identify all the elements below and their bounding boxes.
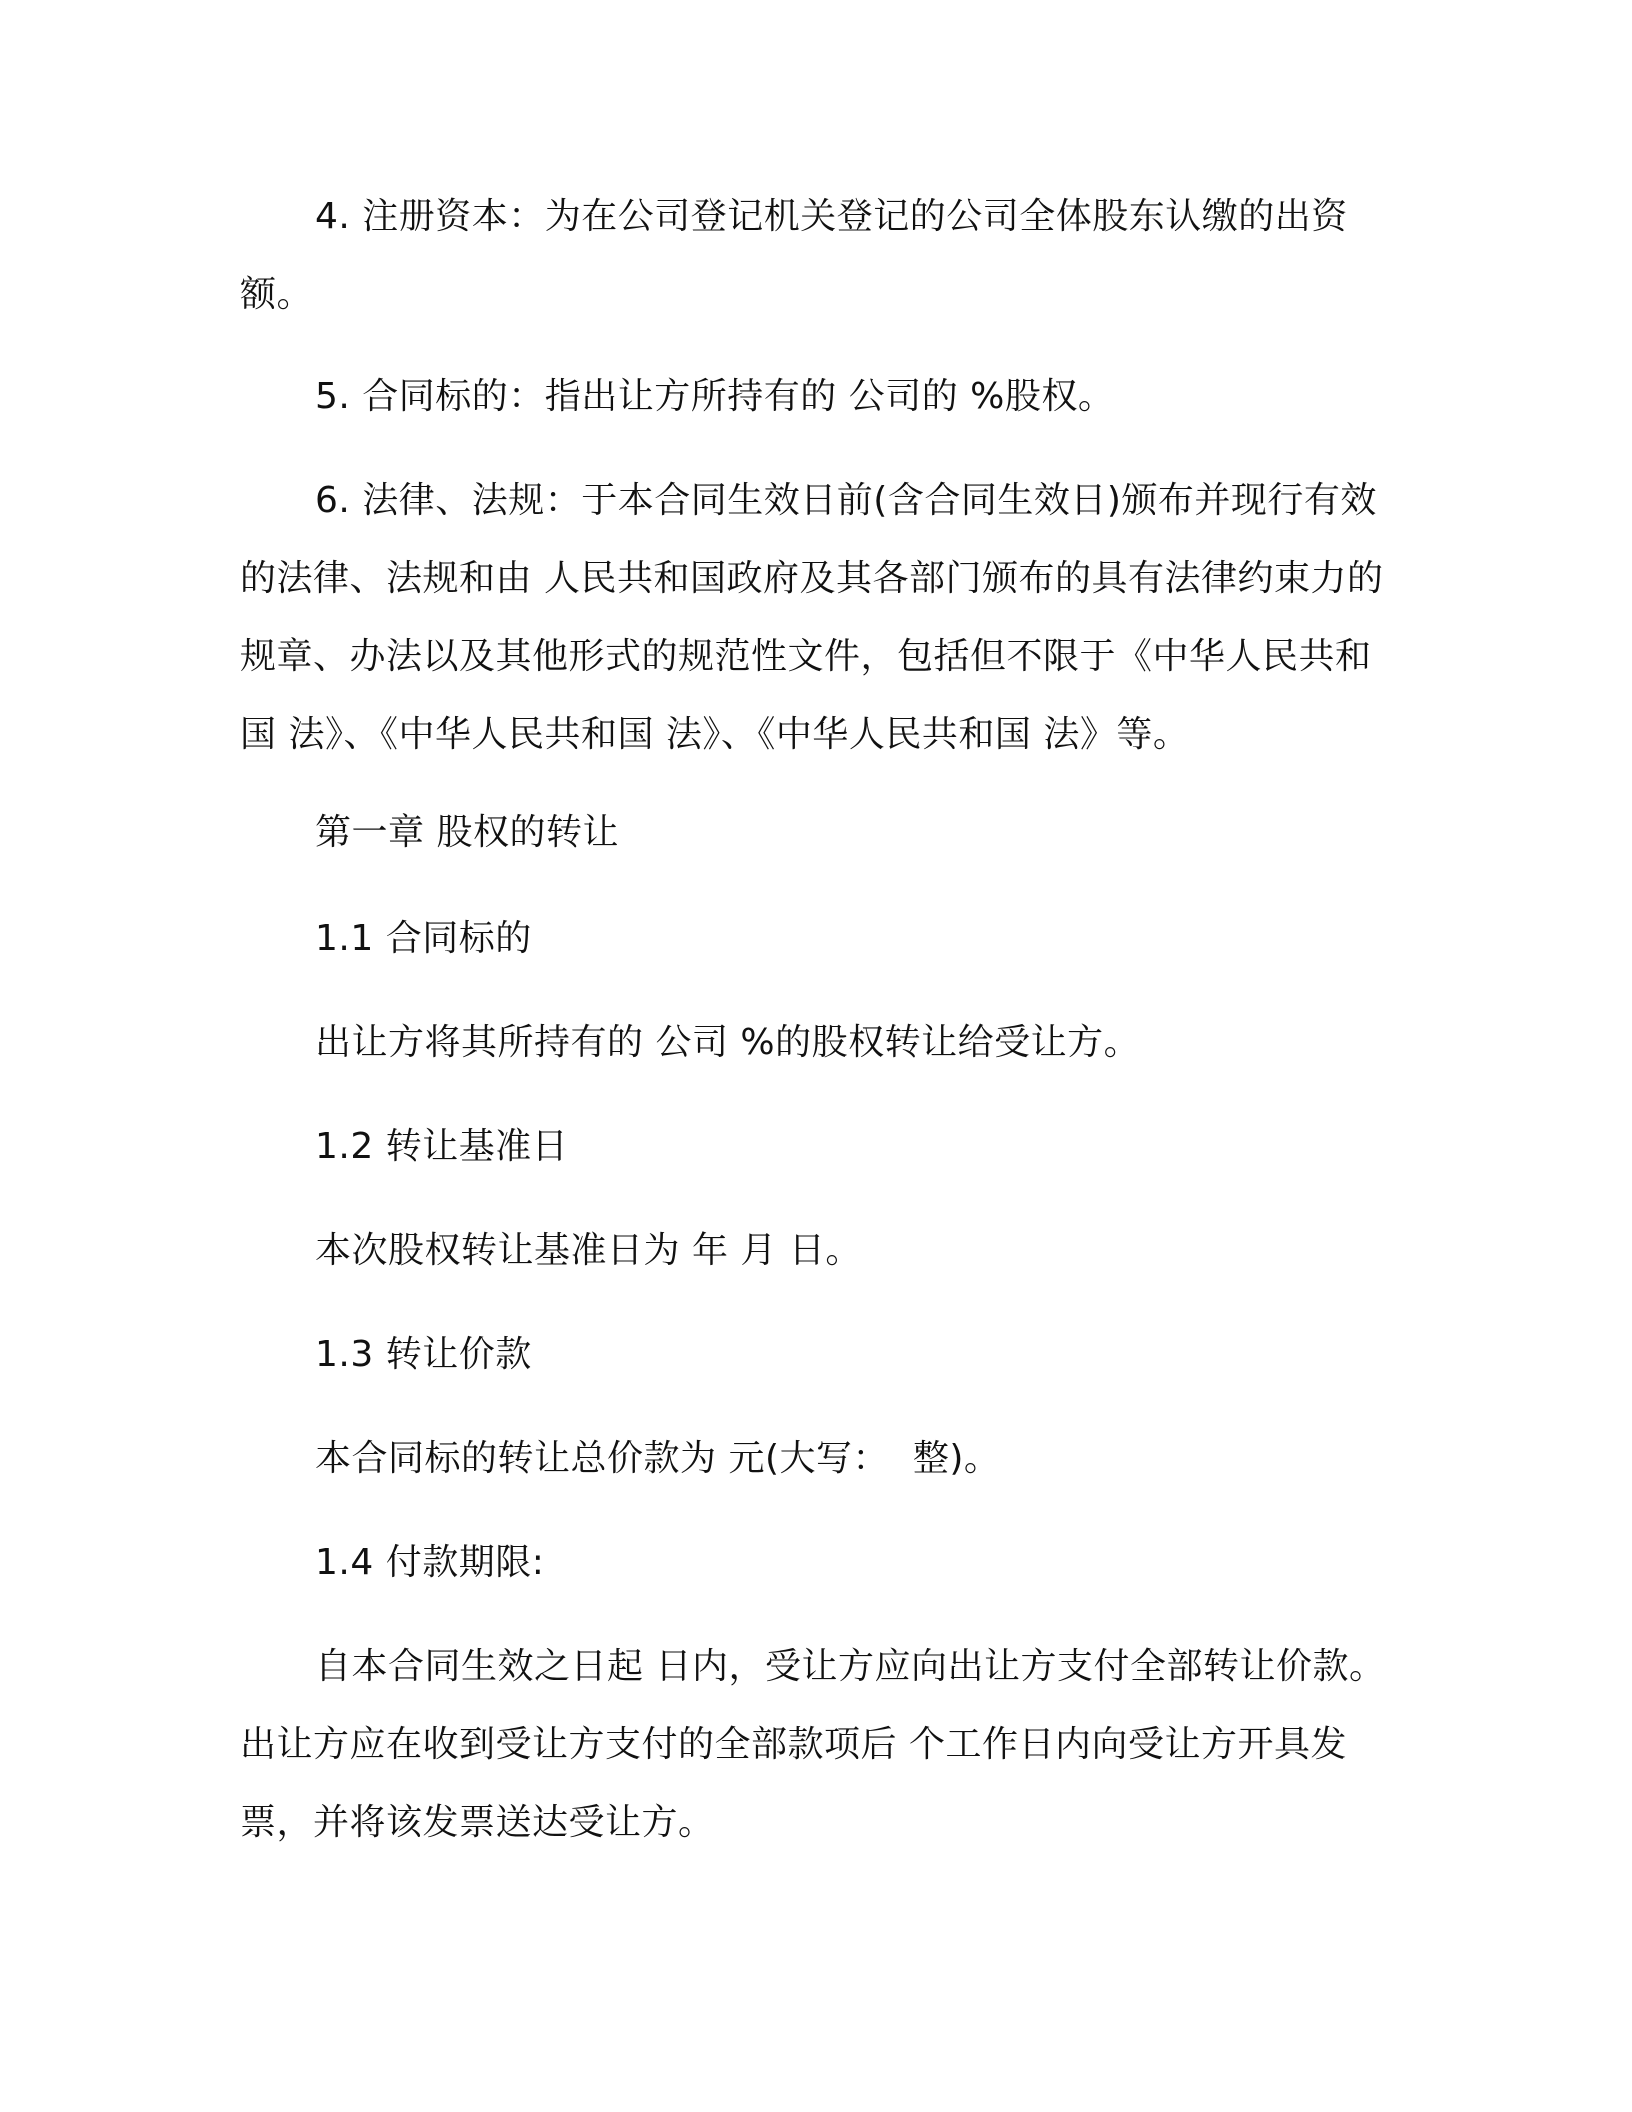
section-heading-1-2: 1.2 转让基准日	[315, 1126, 569, 1167]
section-text-1-3: 本合同标的转让总价款为 元(大写： 整)。	[315, 1438, 1001, 1479]
section-heading-1-4: 1.4 付款期限:	[315, 1542, 545, 1583]
section-text-1-4: 自本合同生效之日起 日内，受让方应向出让方支付全部转让价款。出让方应在收到受让方支付的全部款项后 个工作日内向受让方开具发票，并将该发票送达受让方。	[240, 1646, 1386, 1843]
paragraph-laws-regulations: 6. 法律、法规：于本合同生效日前(含合同生效日)颁布并现行有效的法律、法规和由 人民共和国政府及其各部门颁布的具有法律约束力的规章、办法以及其他形式的规范性文件，包括但不限于《中华人民共和国 法》、《中华人民共和国 法》、《中华人民共和国 法》等。	[240, 480, 1384, 755]
section-heading-1-3: 1.3 转让价款	[315, 1334, 532, 1375]
chapter-heading: 第一章 股权的转让	[315, 812, 619, 853]
section-text-1-2: 本次股权转让基准日为 年 月 日。	[315, 1230, 862, 1271]
paragraph-contract-subject: 5. 合同标的：指出让方所持有的 公司的 %股权。	[315, 376, 1115, 417]
section-heading-1-1: 1.1 合同标的	[315, 918, 532, 959]
section-text-1-1: 出让方将其所持有的 公司 %的股权转让给受让方。	[315, 1022, 1141, 1063]
paragraph-registered-capital: 4. 注册资本：为在公司登记机关登记的公司全体股东认缴的出资额。	[240, 196, 1348, 315]
